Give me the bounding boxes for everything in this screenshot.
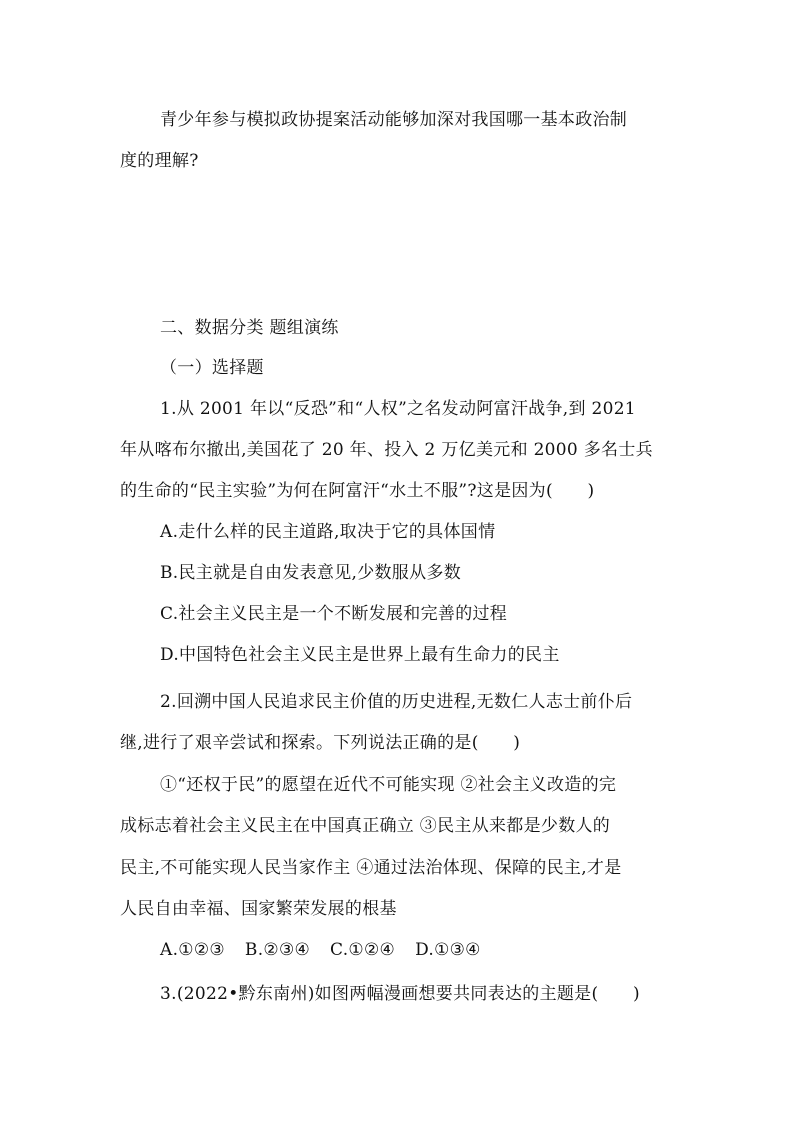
q1-stem-line-1: 1.从 2001 年以“反恐”和“人权”之名发动阿富汗战争,到 2021: [160, 399, 636, 419]
q1-stem-line-3: 的生命的“民主实验”为何在阿富汗“水土不服”?这是因为( ): [120, 481, 595, 501]
q2-option-a: A.①②③: [160, 940, 225, 960]
intro-line-2: 度的理解?: [120, 151, 199, 171]
q2-options-row: [160, 939, 481, 961]
intro-line-1: 青少年参与模拟政协提案活动能够加深对我国哪一基本政治制: [160, 110, 628, 130]
q2-option-c: C.①②④: [330, 940, 396, 960]
q2-stem-line-2: 继,进行了艰辛尝试和探索。下列说法正确的是( ): [120, 733, 521, 753]
q3-stem-line-1: 3.(2022•黔东南州)如图两幅漫画想要共同表达的主题是( ): [160, 984, 640, 1004]
q2-option-b: B.②③④: [244, 940, 311, 960]
q1-option-a: A.走什么样的民主道路,取决于它的具体国情: [160, 522, 496, 542]
section-heading: 二、数据分类 题组演练: [160, 318, 339, 338]
q2-stem-line-3: ①“还权于民”的愿望在近代不可能实现 ②社会主义改造的完: [160, 775, 617, 795]
q2-stem-line-6: 人民自由幸福、国家繁荣发展的根基: [120, 899, 397, 919]
q1-option-c: C.社会主义民主是一个不断发展和完善的过程: [160, 604, 508, 624]
q1-option-d: D.中国特色社会主义民主是世界上最有生命力的民主: [160, 645, 560, 665]
q1-option-b: B.民主就是自由发表意见,少数服从多数: [160, 563, 461, 583]
q1-stem-line-2: 年从喀布尔撤出,美国花了 20 年、投入 2 万亿美元和 2000 多名士兵: [120, 440, 653, 460]
q2-option-d: D.①③④: [415, 940, 481, 960]
q2-stem-line-4: 成标志着社会主义民主在中国真正确立 ③民主从来都是少数人的: [120, 816, 611, 836]
q2-stem-line-1: 2.回溯中国人民追求民主价值的历史进程,无数仁人志士前仆后: [160, 692, 633, 712]
q2-stem-line-5: 民主,不可能实现人民当家作主 ④通过法治体现、保障的民主,才是: [120, 858, 622, 878]
section-subheading: （一）选择题: [160, 358, 264, 378]
